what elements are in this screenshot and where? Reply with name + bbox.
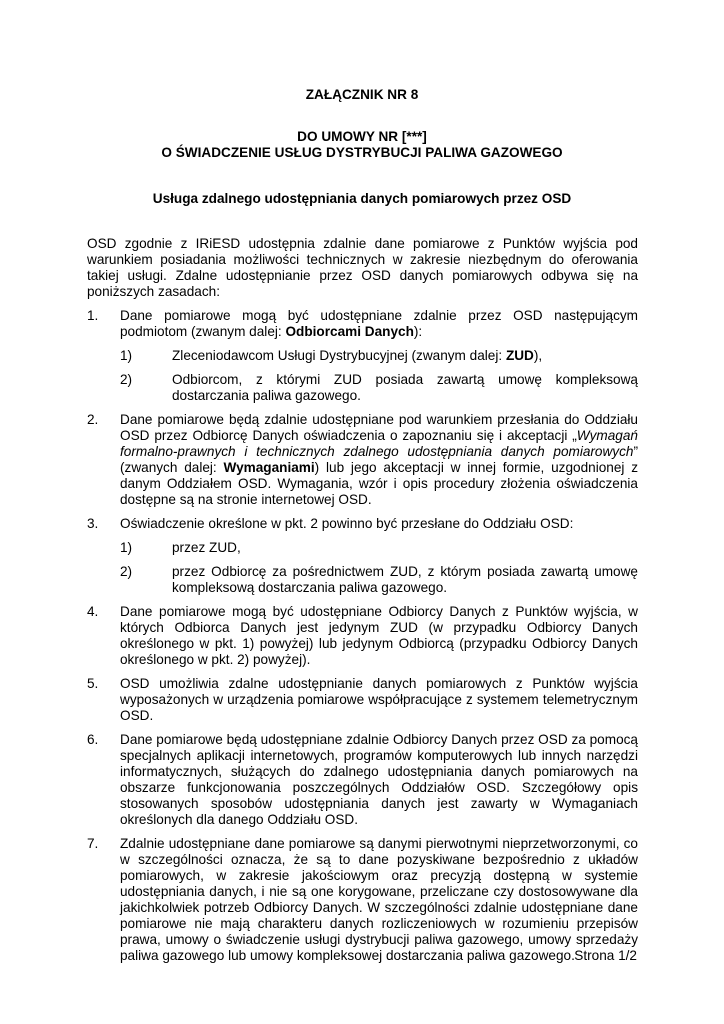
item-number: 5. [87, 676, 99, 691]
sub-item-text-part: ), [533, 348, 543, 363]
sub-item-3-2 [120, 564, 638, 596]
document-body [87, 236, 638, 964]
sub-item-text: Odbiorcom, z którymi ZUD posiada zawartą umowę kompleksową dostarczania paliwa gazowego. [172, 372, 638, 403]
list-item-1 [87, 308, 638, 404]
list-item-2 [87, 412, 638, 508]
item-text-part: ): [413, 324, 423, 339]
sub-item-1-2 [120, 372, 638, 404]
sub-item-number: 2) [120, 564, 133, 579]
sub-item-bold-term: ZUD [505, 348, 534, 363]
item-text: Dane pomiarowe mogą być udostępniane Odbiorcy Danych z Punktów wyjścia, w których Odbiorca Danych jest jedynym ZUD (w przypadku Odbiorcy Danych określonego w pkt. 1) powyżej) lub jedynym Odbiorcą (przypadku Odbiorcy Danych określonego w pkt. 2) powyżej). [120, 604, 638, 667]
sub-item-1-1 [120, 348, 638, 364]
list-item-5 [87, 676, 638, 724]
item-text: Dane pomiarowe będą udostępniane zdalnie Odbiorcy Danych przez OSD za pomocą specjalnych aplikacji internetowych, programów komputerowych lub innych narzędzi informatycznych, służących do zdalnego udostępniania danych pomiarowych na obszarze funkcjonowania poszczególnych Oddziałów OSD. Szczegółowy opis stosowanych sposobów udostępniania danych jest zawarty w Wymaganiach określonych dla danego Oddziału OSD. [120, 732, 638, 827]
list-item-3 [87, 516, 638, 596]
item-text: OSD umożliwia zdalne udostępnianie danych pomiarowych z Punktów wyjścia wyposażonych w urządzenia pomiarowe współpracujące z systemem telemetrycznym OSD. [120, 676, 638, 723]
list-item-6 [87, 732, 638, 828]
sub-item-3-1 [120, 540, 638, 556]
page-number: Strona 1/2 [574, 948, 637, 963]
item-text [120, 412, 638, 508]
item-number: 6. [87, 732, 99, 747]
item-text [120, 308, 638, 340]
item-number: 3. [87, 516, 99, 531]
item-text-part: Dane pomiarowe mogą być udostępniane zdalnie przez OSD następującym podmiotom (zwanym dalej: [120, 308, 638, 339]
contract-title [0, 129, 724, 161]
item-number: 2. [87, 412, 99, 427]
section-subtitle: Usługa zdalnego udostępniania danych pomiarowych przez OSD [152, 191, 572, 206]
list-item-7 [87, 836, 638, 964]
sub-item-number: 2) [120, 372, 133, 387]
item-text: Zdalnie udostępniane dane pomiarowe są danymi pierwotnymi nieprzetworzonymi, co w szczególności oznacza, że są to dane pozyskiwane bezpośrednio z układów pomiarowych, w zakresie jakościowym oraz precyzją dostępną w systemie udostępniania danych, i nie są one korygowane, przeliczane czy dostosowywane dla jakichkolwiek potrzeb Odbiorcy Danych. W szczególności zdalnie udostępniane dane pomiarowe nie mają charakteru danych rozliczeniowych w rozumieniu przepisów prawa, umowy o świadczenie usługi dystrybucji paliwa gazowego, umowy sprzedaży paliwa gazowego lub umowy kompleksowej dostarczania paliwa gazowego. [120, 836, 638, 963]
contract-title-line2: O ŚWIADCZENIE USŁUG DYSTRYBUCJI PALIWA GAZOWEGO [161, 145, 563, 160]
item-text-part: ) lub jego akceptacji w innej formie, uzgodnionej z danym Oddziałem OSD. Wymagania, wzór i opis procedury złożenia oświadczenia dostępne są na stronie internetowej OSD. [120, 460, 639, 507]
sub-item-text: przez ZUD, [172, 540, 241, 555]
annex-title: ZAŁĄCZNIK NR 8 [305, 87, 419, 102]
sub-item-number: 1) [120, 540, 133, 555]
item-italic-term: Wymagań formalno-prawnych i technicznych zdalnego udostępniania danych pomiarowych [120, 428, 638, 459]
item-number: 4. [87, 604, 99, 619]
contract-title-line1: DO UMOWY NR [***] [297, 129, 427, 144]
item-number: 1. [87, 308, 99, 323]
item-bold-term: Wymaganiami [223, 460, 315, 475]
sub-item-text [172, 348, 638, 364]
item-text-part: ” (zwanych dalej: [120, 444, 638, 475]
intro-paragraph: OSD zgodnie z IRiESD udostępnia zdalnie dane pomiarowe z Punktów wyjścia pod warunkiem posiadania możliwości technicznych w zakresie niezbędnym do oferowania takiej usługi. Zdalne udostępnianie przez OSD danych pomiarowych odbywa się na poniższych zasadach: [87, 236, 638, 299]
item-number: 7. [87, 836, 99, 851]
sub-item-number: 1) [120, 348, 133, 363]
sub-item-text-part: Zleceniodawcom Usługi Dystrybucyjnej (zwanym dalej: [172, 348, 506, 363]
list-item-4 [87, 604, 638, 668]
item-text: Oświadczenie określone w pkt. 2 powinno być przesłane do Oddziału OSD: [120, 516, 574, 531]
sub-item-text: przez Odbiorcę za pośrednictwem ZUD, z którym posiada zawartą umowę kompleksową dostarczania paliwa gazowego. [172, 564, 638, 595]
item-bold-term: Odbiorcami Danych [285, 324, 414, 339]
item-text-part: Dane pomiarowe będą zdalnie udostępniane pod warunkiem przesłania do Oddziału OSD przez Odbiorcę Danych oświadczenia o zapoznaniu się i akceptacji „ [120, 412, 638, 443]
